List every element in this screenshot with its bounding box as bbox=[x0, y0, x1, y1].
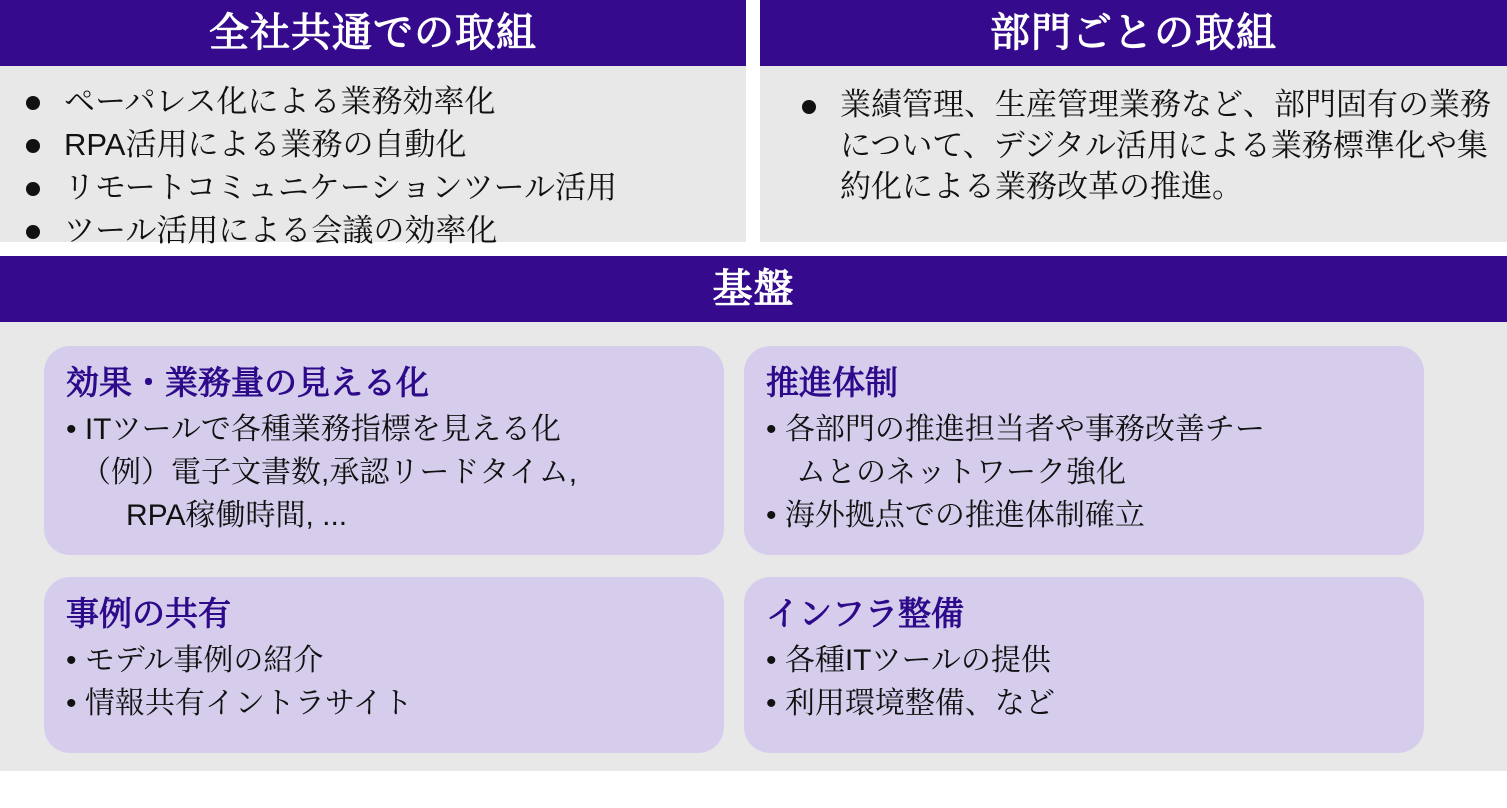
card-infrastructure bbox=[744, 577, 1424, 753]
card-case-sharing bbox=[44, 577, 724, 753]
foundation-section bbox=[0, 256, 1507, 771]
panel-by-department-title: 部門ごとの取組 bbox=[760, 0, 1507, 66]
card-line: • 情報共有イントラサイト bbox=[66, 687, 413, 720]
foundation-title: 基盤 bbox=[0, 256, 1507, 322]
card-title: 事例の共有 bbox=[66, 595, 231, 632]
card-line: • ITツールで各種業務指標を見える化 bbox=[66, 413, 561, 446]
card-promotion-structure bbox=[744, 346, 1424, 555]
card-lines bbox=[66, 408, 702, 537]
card-line: ムとのネットワーク強化 bbox=[766, 456, 1126, 489]
company-wide-list bbox=[18, 80, 738, 252]
panel-company-wide-title: 全社共通での取組 bbox=[0, 0, 746, 66]
panel-company-wide bbox=[0, 0, 746, 248]
list-item: ペーパレス化による業務効率化 bbox=[18, 80, 738, 123]
card-line: • 海外拠点での推進体制確立 bbox=[766, 499, 1145, 532]
card-line: • 各部門の推進担当者や事務改善チー bbox=[766, 413, 1265, 446]
panel-company-wide-body bbox=[0, 66, 746, 248]
list-item: リモートコミュニケーションツール活用 bbox=[18, 166, 738, 209]
panel-by-department-body bbox=[760, 66, 1507, 242]
list-item: RPA活用による業務の自動化 bbox=[18, 123, 738, 166]
card-lines bbox=[766, 408, 1402, 537]
card-title: 推進体制 bbox=[766, 364, 898, 401]
card-title: インフラ整備 bbox=[766, 595, 964, 632]
list-item: ツール活用による会議の効率化 bbox=[18, 209, 738, 252]
top-panels-row bbox=[0, 0, 1507, 248]
card-line: • 利用環境整備、など bbox=[766, 687, 1055, 720]
list-item: 業績管理、生産管理業務など、部門固有の業務について、デジタル活用による業務標準化や集約化による業務改革の推進。 bbox=[794, 84, 1499, 207]
card-lines bbox=[766, 639, 1402, 725]
foundation-cards bbox=[0, 322, 1507, 753]
card-line: • モデル事例の紹介 bbox=[66, 644, 324, 677]
by-department-list bbox=[794, 84, 1499, 207]
panel-by-department bbox=[760, 0, 1507, 242]
card-title: 効果・業務量の見える化 bbox=[66, 364, 429, 401]
card-line: RPA稼働時間, ... bbox=[66, 499, 348, 532]
card-lines bbox=[66, 639, 702, 725]
card-line: • 各種ITツールの提供 bbox=[766, 644, 1051, 677]
card-line: （例）電子文書数,承認リードタイム, bbox=[66, 456, 578, 489]
card-visualization bbox=[44, 346, 724, 555]
